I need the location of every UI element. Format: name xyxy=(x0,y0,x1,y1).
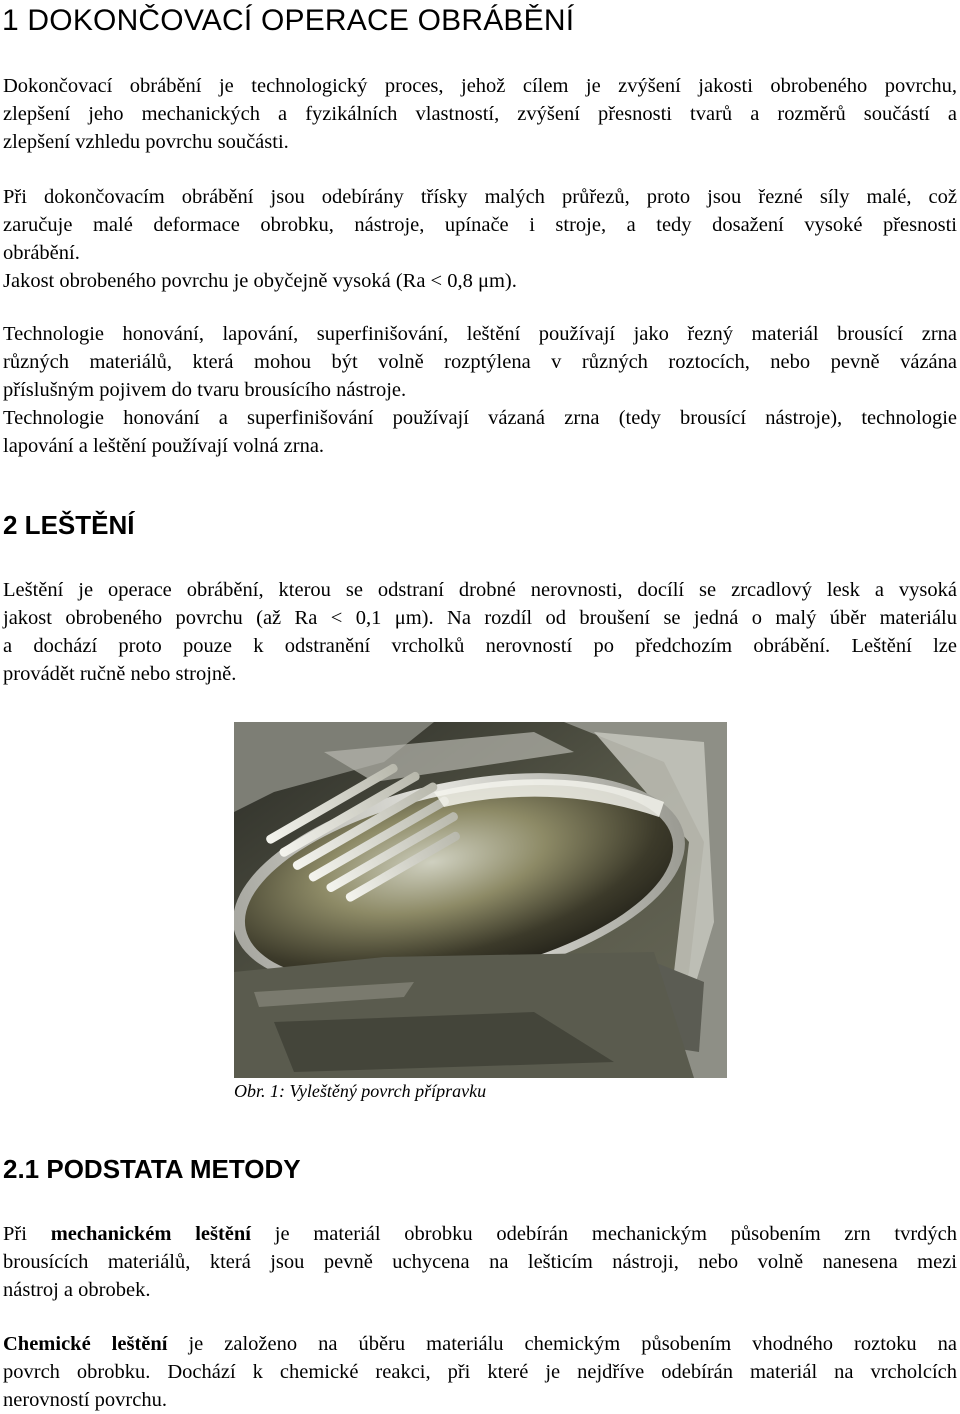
text-line: Leštění je operace obrábění, kterou se odstraní drobné nerovnosti, docílí se zrcadlový lesk a vysoká xyxy=(3,579,957,601)
text-line: příslušným pojivem do tvaru brousícího nástroje. xyxy=(3,379,407,401)
text-run: Při xyxy=(3,1223,51,1245)
term-mechanical-polishing: mechanickém leštění xyxy=(50,1223,251,1245)
text-line: provádět ručně nebo strojně. xyxy=(3,663,237,685)
text-line: Technologie honování a superfinišování používají vázaná zrna (tedy brousící nástroje), technologie xyxy=(3,407,957,429)
paragraph-polishing xyxy=(3,576,957,688)
section-heading-3: 2.1 PODSTATA METODY xyxy=(3,1154,301,1184)
text-line: povrch obrobku. Dochází k chemické reakci, při které je nejdříve odebírán materiál na vrcholcích xyxy=(3,1361,957,1383)
text-line: obrábění. xyxy=(3,242,80,264)
polished-surface-photo xyxy=(234,722,727,1078)
text-line: nerovností povrchu. xyxy=(3,1389,167,1411)
text-line: jakost obrobeného povrchu (až Ra < 0,1 μm). Na rozdíl od broušení se jedná o malý úběr materiálu xyxy=(3,607,957,629)
text-line: různých materiálů, která mohou být volně rozptýlena v různých roztocích, nebo pevně vázána xyxy=(3,351,957,373)
paragraph-chemical-polishing xyxy=(3,1330,957,1414)
text-line: zaručuje malé deformace obrobku, nástroje, upínače i stroje, a tedy dosažení vysoké přesnosti xyxy=(3,214,957,236)
text-run: je založeno na úběru materiálu chemickým působením vhodného roztoku na xyxy=(167,1333,957,1355)
text-line: Dokončovací obrábění je technologický proces, jehož cílem je zvýšení jakosti obrobeného povrchu, xyxy=(3,75,957,97)
text-line xyxy=(3,1220,957,1248)
figure-caption: Obr. 1: Vyleštěný povrch přípravku xyxy=(234,1081,487,1101)
text-line: Při dokončovacím obrábění jsou odebírány třísky malých průřezů, proto jsou řezné síly malé, což xyxy=(3,186,957,208)
text-line: a dochází proto pouze k odstranění vrcholků nerovností po předchozím obrábění. Leštění lze xyxy=(3,635,957,657)
paragraph-finishing xyxy=(3,183,957,295)
text-line: lapování a leštění používají volná zrna. xyxy=(3,435,325,457)
text-line xyxy=(3,1330,957,1358)
paragraph-intro xyxy=(3,72,957,156)
text-line: brousících materiálů, která jsou pevně uchycena na lešticím nástroji, nebo volně nanesena mezi xyxy=(3,1251,957,1273)
paragraph-mechanical-polishing xyxy=(3,1220,957,1304)
section-heading-2: 2 LEŠTĚNÍ xyxy=(3,510,135,540)
text-line: zlepšení vzhledu povrchu součásti. xyxy=(3,131,289,153)
text-run: je materiál obrobku odebírán mechanickým působením zrn tvrdých xyxy=(251,1223,957,1245)
paragraph-technologies xyxy=(3,320,957,460)
text-line: Technologie honování, lapování, superfinišování, leštění používají jako řezný materiál brousící zrna xyxy=(3,323,957,345)
text-line: zlepšení jeho mechanických a fyzikálních vlastností, zvýšení přesnosti tvarů a rozměrů součástí a xyxy=(3,103,957,125)
section-heading-1: 1 DOKONČOVACÍ OPERACE OBRÁBĚNÍ xyxy=(2,4,575,37)
text-line: Jakost obrobeného povrchu je obyčejně vysoká (Ra < 0,8 μm). xyxy=(3,270,517,292)
term-chemical-polishing: Chemické leštění xyxy=(3,1333,168,1355)
text-line: nástroj a obrobek. xyxy=(3,1279,151,1301)
